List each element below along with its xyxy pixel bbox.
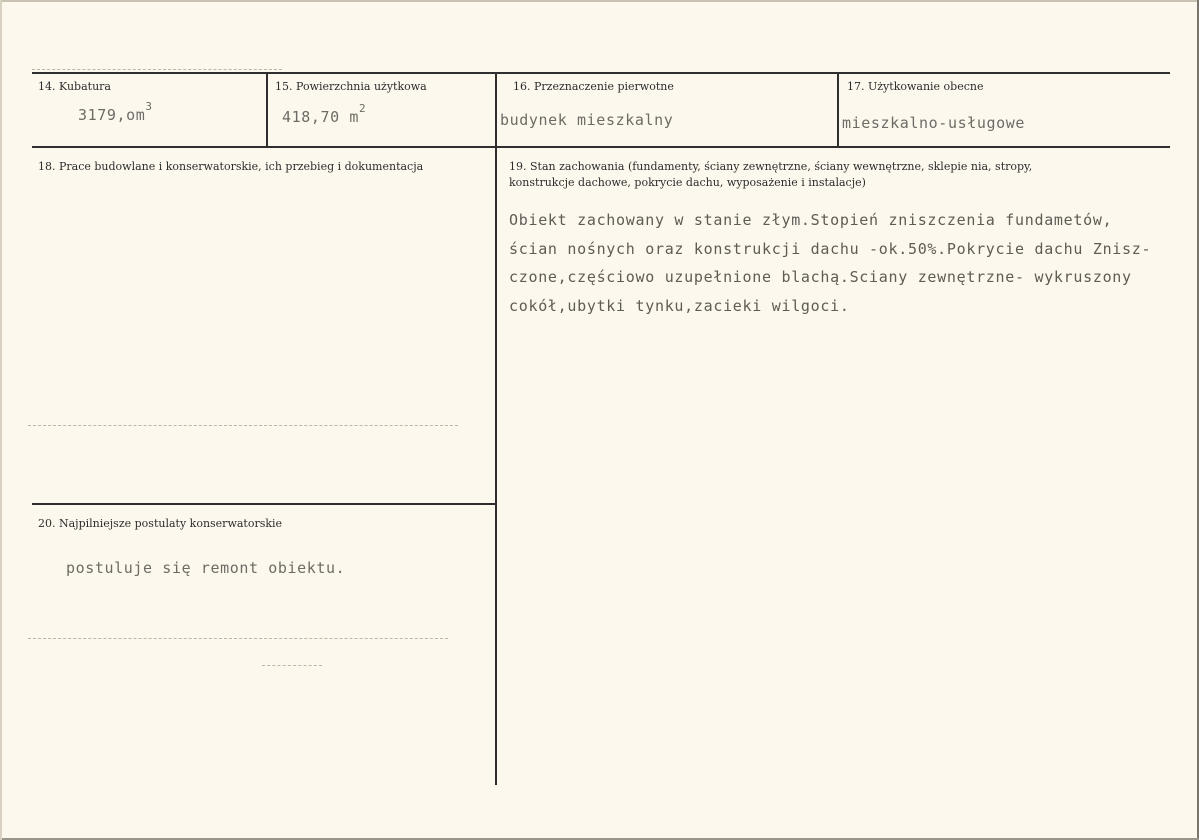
field15-label: 15. Powierzchnia użytkowa: [275, 80, 427, 93]
field14-label: 14. Kubatura: [38, 80, 111, 93]
field16-value: budynek mieszkalny: [500, 111, 674, 129]
field19-line: ścian nośnych oraz konstrukcji dachu -ok.50%.Pokrycie dachu Znisz-: [509, 239, 1152, 258]
card-edge-left: [0, 0, 2, 840]
field20-value: postuluje się remont obiektu.: [66, 559, 346, 577]
faint-trace-lower: [28, 638, 448, 640]
rule-row1-bottom: [32, 146, 1170, 148]
faint-trace-top: [32, 69, 282, 71]
field14-value: $3179,om^3$: [78, 100, 153, 124]
field19-line: Obiekt zachowany w stanie złym.Stopień zniszczenia fundametów,: [509, 211, 1113, 229]
field19-line: cokół,ubytki tynku,zacieki wilgoci.: [509, 296, 850, 315]
field17-value: mieszkalno-usługowe: [842, 114, 1025, 132]
field17-label: 17. Użytkowanie obecne: [847, 80, 984, 93]
field19-label-line2: konstrukcje dachowe, pokrycie dachu, wyposażenie i instalacje): [509, 176, 866, 189]
field15-value: 418,70 $m^2$: [282, 102, 367, 126]
rule-top: [32, 72, 1170, 74]
card-edge-top: [0, 0, 1199, 2]
field19-line: czone,częściowo uzupełnione blachą.Sciany zewnętrzne- wykruszony: [509, 268, 1132, 286]
faint-trace-small: [262, 665, 322, 667]
faint-trace-mid: [28, 425, 458, 427]
divider-16-17: [837, 72, 839, 148]
field19-description: [509, 206, 1151, 320]
divider-14-15: [266, 72, 268, 148]
rule-section18-bottom: [32, 503, 495, 505]
field20-label: 20. Najpilniejsze postulaty konserwatorskie: [38, 517, 283, 530]
divider-main: [495, 72, 497, 785]
field19-label-line1: 19. Stan zachowania (fundamenty, ściany zewnętrzne, ściany wewnętrzne, sklepie nia, stropy,: [509, 160, 1033, 173]
field16-label: 16. Przeznaczenie pierwotne: [513, 80, 674, 93]
field18-label: 18. Prace budowlane i konserwatorskie, ich przebieg i dokumentacja: [38, 160, 424, 173]
